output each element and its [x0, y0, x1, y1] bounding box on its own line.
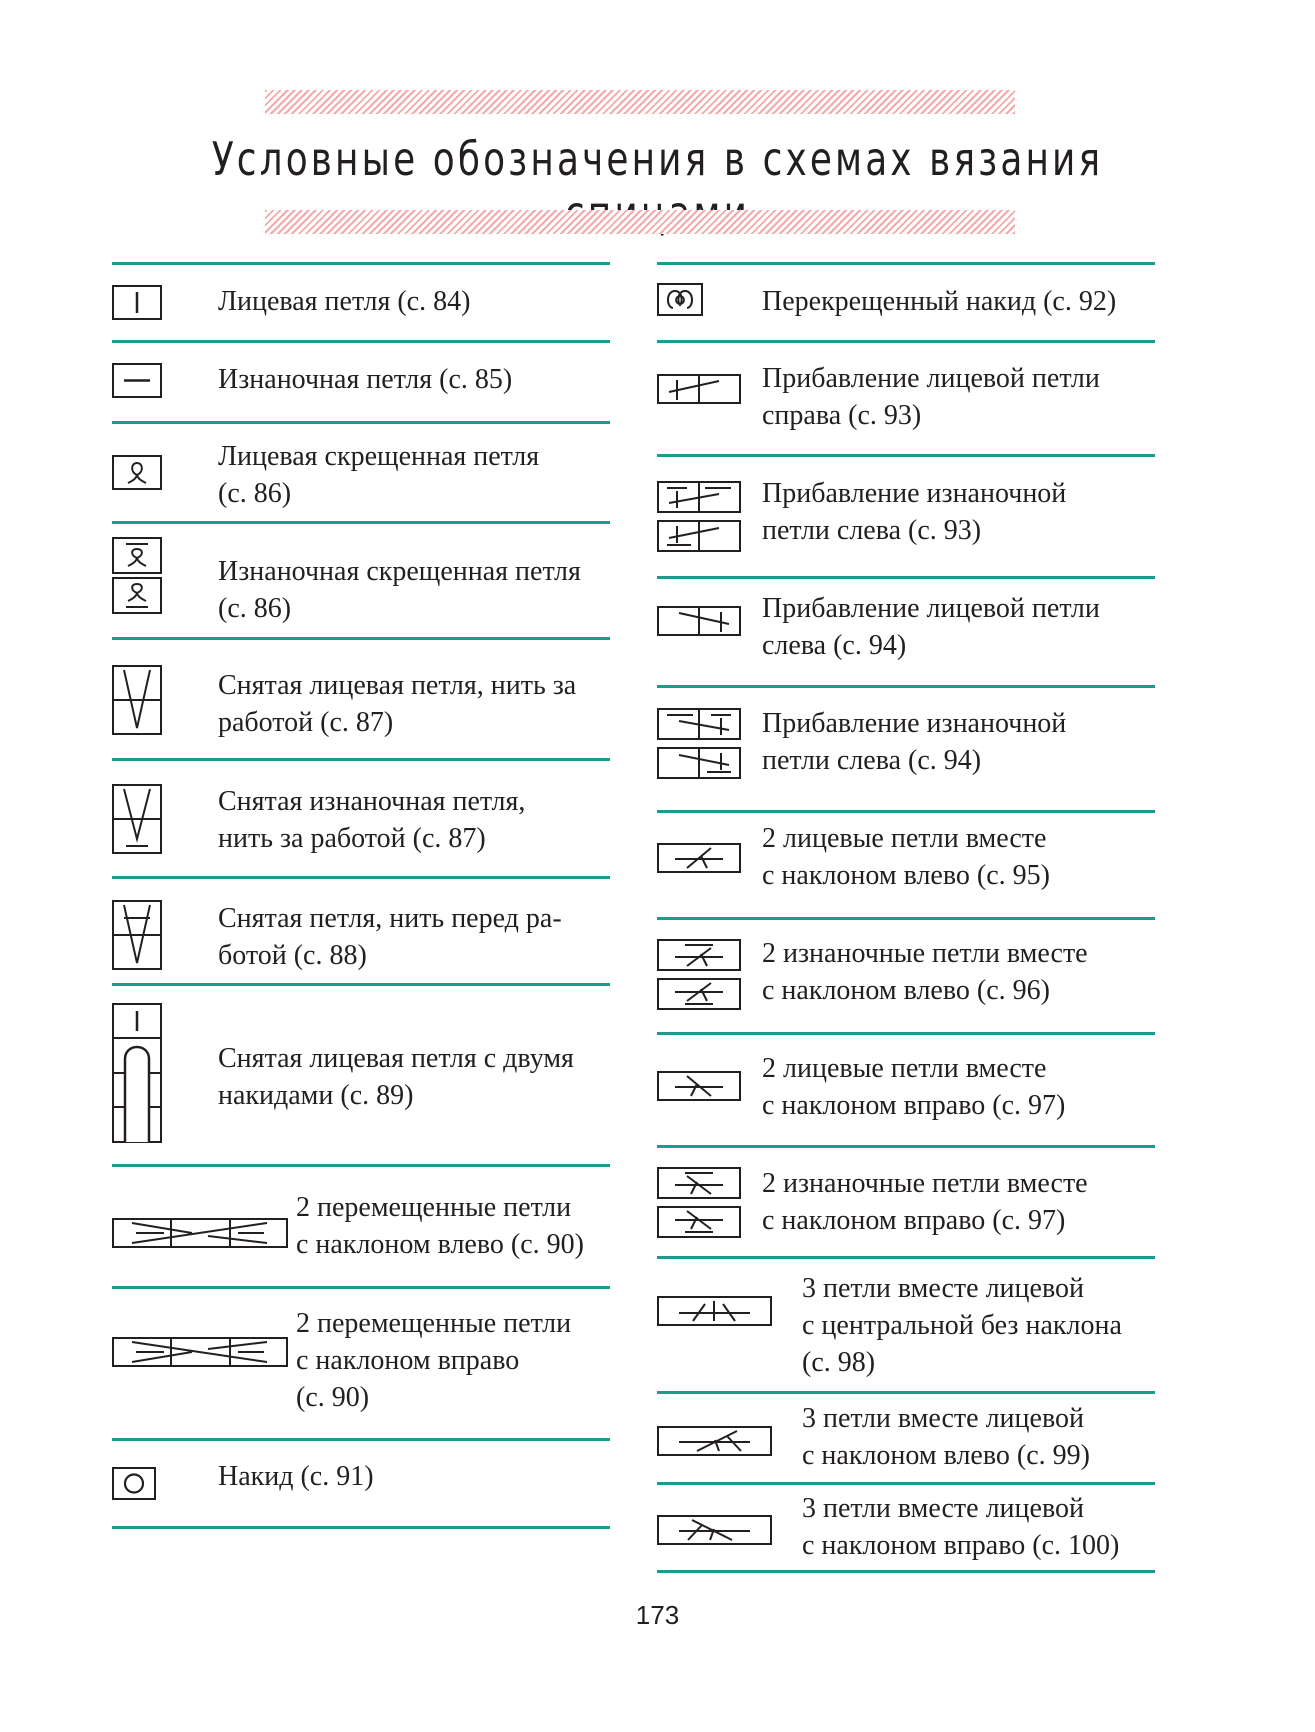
legend-text: 2 изнаночные петли вместе с наклоном вправо (с. 97) — [762, 1168, 1088, 1236]
divider — [112, 1526, 610, 1529]
legend-text: Накид (с. 91) — [218, 1461, 374, 1492]
twisted-yarn-over-icon — [657, 283, 703, 316]
legend-text: 2 изнаночные петли вместе с наклоном влево (с. 96) — [762, 938, 1088, 1006]
divider — [112, 262, 610, 265]
bottom-hatch-band — [265, 210, 1015, 234]
page-number: 173 — [635, 1600, 680, 1630]
yarn-over-icon — [112, 1467, 156, 1500]
legend-text: Лицевая петля (с. 84) — [218, 286, 471, 317]
legend-text: 2 лицевые петли вместе с наклоном вправо (с. 97) — [762, 1053, 1066, 1121]
twisted-knit-icon — [112, 455, 162, 490]
purl-increase-left-2-icon — [657, 708, 741, 780]
cross-right-icon — [112, 1337, 288, 1367]
divider — [657, 917, 1155, 920]
divider — [657, 1145, 1155, 1148]
divider — [112, 1438, 610, 1441]
legend-text: Снятая петля, нить перед ра- ботой (с. 88) — [218, 903, 562, 971]
legend-text: 3 петли вместе лицевой с наклоном влево (с. 99) — [802, 1403, 1090, 1471]
divider — [657, 262, 1155, 265]
divider — [657, 685, 1155, 688]
legend-text: Прибавление изнаночной петли слева (с. 93) — [762, 478, 1067, 546]
divider — [112, 1286, 610, 1289]
legend-text: Изнаночная скрещенная петля (с. 86) — [218, 556, 581, 624]
divider — [657, 576, 1155, 579]
k3tog-left-icon — [657, 1426, 772, 1456]
twisted-purl-icon — [112, 537, 162, 617]
legend-text: Прибавление изнаночной петли слева (с. 94) — [762, 708, 1067, 776]
p2tog-right-icon — [657, 1167, 741, 1239]
slip-knit-wyib-icon — [112, 665, 162, 735]
divider — [112, 1164, 610, 1167]
legend-text: Прибавление лицевой петли слева (с. 94) — [762, 593, 1100, 661]
legend-text: Изнаночная петля (с. 85) — [218, 364, 513, 395]
slip-two-yarnovers-icon — [112, 1003, 162, 1143]
divider — [657, 1032, 1155, 1035]
legend-text: 3 петли вместе лицевой с наклоном вправо (с. 100) — [802, 1493, 1120, 1561]
page-title: Условные обозначения в схемах вязания — [211, 132, 1104, 186]
divider — [112, 340, 610, 343]
divider — [112, 637, 610, 640]
divider — [657, 1391, 1155, 1394]
top-hatch-band — [265, 90, 1015, 114]
legend-text: Снятая лицевая петля, нить за работой (с. 87) — [218, 670, 577, 738]
divider — [657, 1570, 1155, 1573]
slip-purl-wyib-icon — [112, 784, 162, 854]
divider — [112, 521, 610, 524]
legend-text: Лицевая скрещенная петля (с. 86) — [218, 441, 540, 509]
divider — [112, 421, 610, 424]
p2tog-left-icon — [657, 939, 741, 1011]
legend-text: 2 перемещенные петли с наклоном вправо (с. 90) — [296, 1308, 572, 1413]
divider — [112, 876, 610, 879]
legend-text: Прибавление лицевой петли справа (с. 93) — [762, 363, 1100, 431]
divider — [112, 983, 610, 986]
legend-text: 2 перемещенные петли с наклоном влево (с. 90) — [296, 1192, 584, 1260]
purl-increase-left-icon — [657, 481, 741, 553]
legend-text: 3 петли вместе лицевой с центральной без наклона (с. 98) — [802, 1273, 1122, 1378]
slip-wyif-icon — [112, 900, 162, 970]
cross-left-icon — [112, 1218, 288, 1248]
k3tog-right-icon — [657, 1515, 772, 1545]
divider — [657, 1256, 1155, 1259]
divider — [657, 1482, 1155, 1485]
legend-text: Перекрещенный накид (с. 92) — [762, 286, 1117, 317]
legend-text: Снятая лицевая петля с двумя накидами (с. 89) — [218, 1043, 574, 1111]
knit-stitch-icon — [112, 285, 162, 320]
divider — [657, 454, 1155, 457]
divider — [657, 340, 1155, 343]
k2tog-right-icon — [657, 1071, 741, 1101]
knit-increase-right-icon — [657, 374, 741, 404]
k2tog-left-icon — [657, 843, 741, 873]
legend-text: 2 лицевые петли вместе с наклоном влево (с. 95) — [762, 823, 1050, 891]
k3tog-center-icon — [657, 1296, 772, 1326]
purl-stitch-icon — [112, 363, 162, 398]
divider — [112, 758, 610, 761]
knit-increase-left-icon — [657, 606, 741, 636]
divider — [657, 810, 1155, 813]
legend-text: Снятая изнаночная петля, нить за работой (с. 87) — [218, 786, 526, 854]
